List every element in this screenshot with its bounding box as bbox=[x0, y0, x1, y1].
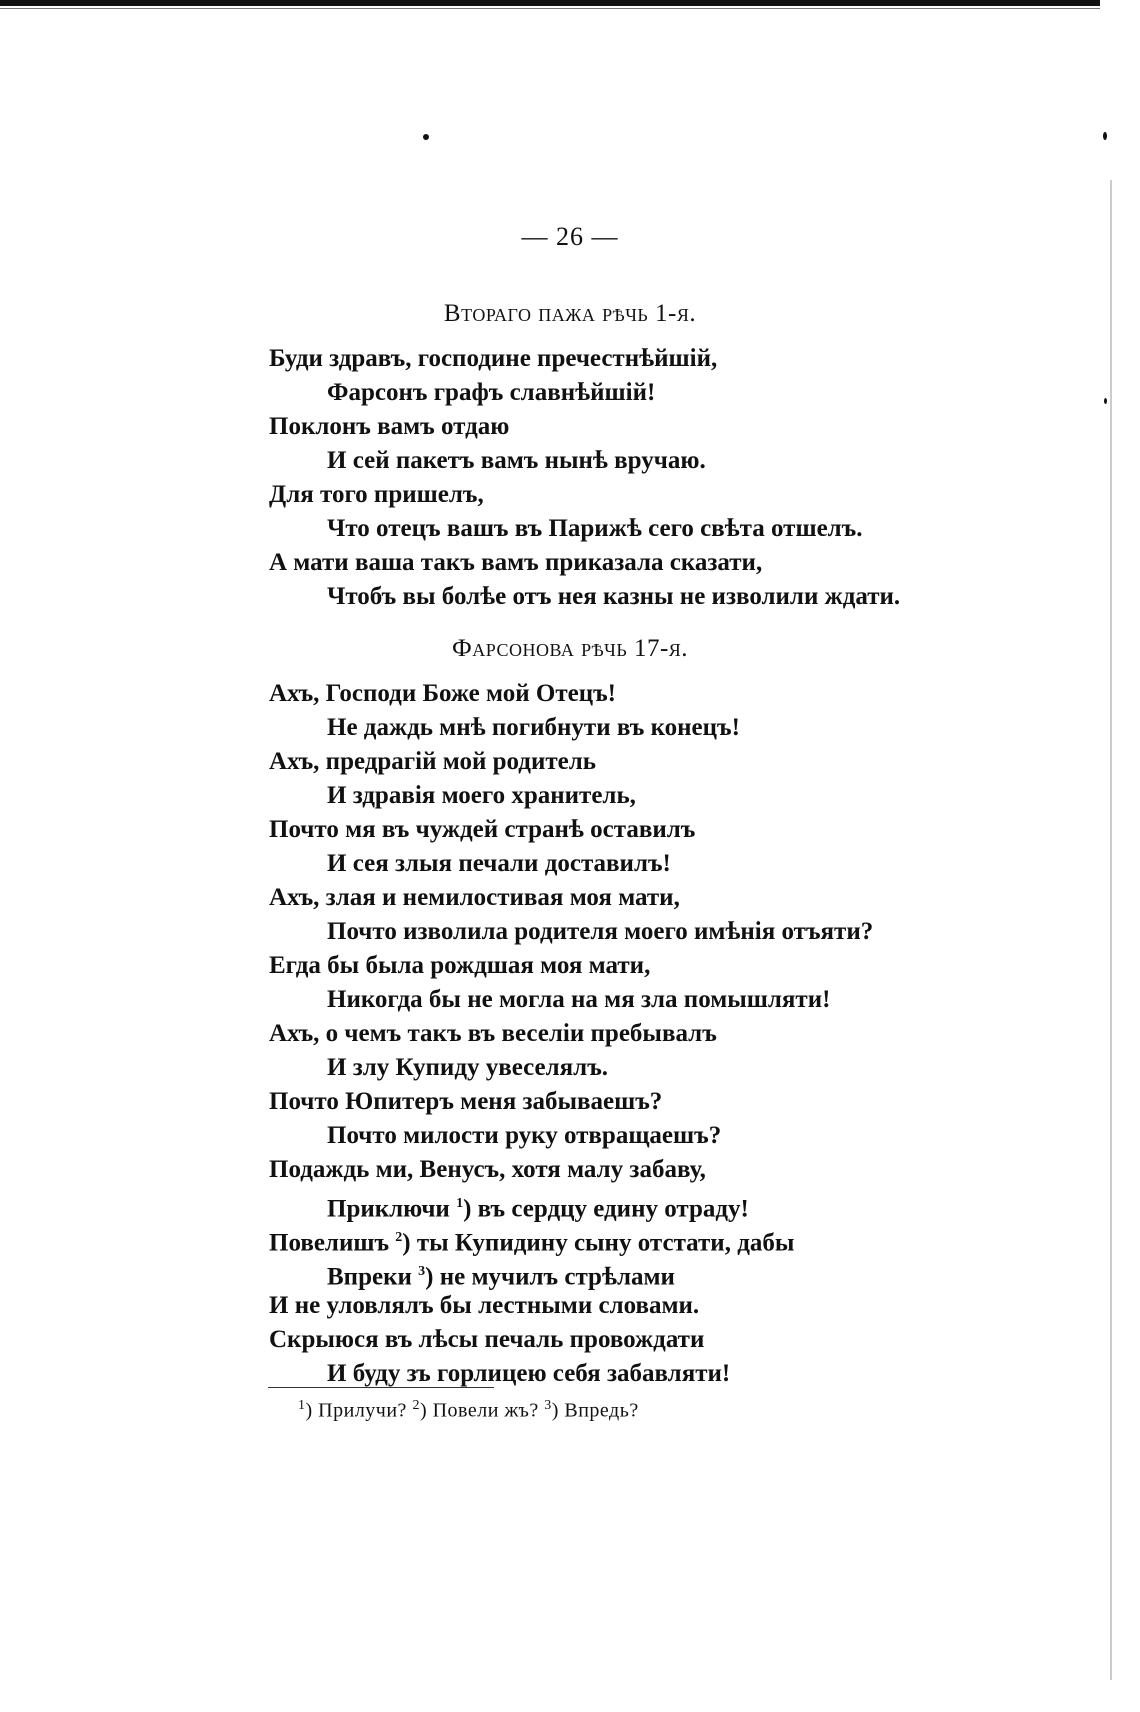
footnote-text: Прилучи? bbox=[318, 1399, 407, 1422]
footnote-mark: 1 bbox=[298, 1398, 306, 1413]
top-border-rule bbox=[0, 0, 1100, 6]
verse-fragment: не мучилъ стрѣлами bbox=[439, 1263, 675, 1291]
verse-line: Почто мя въ чуждей странѣ оставилъ bbox=[269, 816, 696, 843]
verse-fragment: Повелишъ bbox=[269, 1229, 390, 1257]
verse-line: Ахъ, злая и немилостивая моя мати, bbox=[269, 884, 680, 911]
verse-line: Никогда бы не могла на мя зла помышляти! bbox=[327, 986, 831, 1013]
footnote-mark: 3 bbox=[418, 1264, 426, 1279]
verse-line: Для того пришелъ, bbox=[269, 481, 484, 508]
verse-fragment: ты Купидину сыну отстати, дабы bbox=[416, 1229, 795, 1257]
verse-line: Скрыюся въ лѣсы печаль провождати bbox=[269, 1326, 705, 1353]
verse-line: Ахъ, Господи Боже мой Отецъ! bbox=[269, 680, 616, 707]
footnote-rule bbox=[268, 1387, 494, 1388]
verse-line: И не уловлялъ бы лестными словами. bbox=[269, 1292, 700, 1319]
verse-line-with-footnote: Приключи $^1$) въ сердцу едину отраду! bbox=[327, 1195, 749, 1223]
footnote-text: Впредь? bbox=[564, 1399, 639, 1422]
footnote-mark: 2 bbox=[412, 1398, 420, 1413]
footnote-mark: 1 bbox=[456, 1196, 464, 1211]
verse-line: Почто изволила родителя моего имѣнія отъяти? bbox=[327, 918, 874, 945]
verse-line: И сея злыя печали доставилъ! bbox=[327, 850, 671, 877]
verse-line-with-footnote: Впреки $^3$) не мучилъ стрѣлами bbox=[327, 1263, 675, 1291]
verse-fragment: Впреки bbox=[327, 1263, 412, 1291]
verse-fragment: Приключи bbox=[327, 1195, 450, 1223]
footnote-text: Повели жъ? bbox=[432, 1399, 539, 1422]
verse-line: Егда бы была рождшая моя мати, bbox=[269, 952, 651, 979]
verse-line-with-footnote: Повелишъ $^2$) ты Купидину сыну отстати, дабы bbox=[269, 1229, 795, 1257]
verse-fragment: въ сердцу едину отраду! bbox=[477, 1195, 749, 1223]
footnotes: $^1$) Прилучи? $^2$) Повели жъ? $^3$) Впредь? bbox=[298, 1398, 639, 1422]
ink-speck bbox=[1103, 132, 1107, 140]
verse-line: Подаждь ми, Венусъ, хотя малу забаву, bbox=[269, 1156, 706, 1183]
ink-speck bbox=[1104, 398, 1107, 404]
page-number: — 26 — bbox=[521, 222, 619, 251]
verse-line: Фарсонъ графъ славнѣйшій! bbox=[327, 379, 656, 406]
verse-line: Буди здравъ, господине пречестнѣйшій, bbox=[269, 345, 718, 372]
verse-line: Ахъ, о чемъ такъ въ веселіи пребывалъ bbox=[269, 1020, 717, 1047]
verse-line: И здравія моего хранитель, bbox=[327, 782, 636, 809]
right-page-edge bbox=[1110, 180, 1112, 1680]
footnote-mark: 2 bbox=[395, 1230, 403, 1245]
verse-line: Что отецъ вашъ въ Парижѣ сего свѣта отшелъ. bbox=[327, 515, 863, 542]
verse-line: И буду зъ горлицею себя забавляти! bbox=[327, 1360, 731, 1387]
ink-speck bbox=[423, 134, 429, 140]
verse-line: А мати ваша такъ вамъ приказала сказати, bbox=[269, 549, 763, 576]
footnote-mark: 3 bbox=[544, 1398, 552, 1413]
verse-line: И злу Купиду увеселялъ. bbox=[327, 1054, 609, 1081]
verse-line: Ахъ, предрагій мой родитель bbox=[269, 748, 596, 775]
speech-heading: Втораго пажа рѣчь 1-я. bbox=[443, 300, 697, 327]
speech-heading: Фарсонова рѣчь 17-я. bbox=[451, 635, 689, 662]
verse-line: Почто милости руку отвращаешъ? bbox=[327, 1122, 722, 1149]
top-border-thin-rule bbox=[0, 8, 1100, 9]
verse-line: Поклонъ вамъ отдаю bbox=[269, 413, 510, 440]
verse-line: Почто Юпитеръ меня забываешъ? bbox=[269, 1088, 663, 1115]
verse-line: Не даждь мнѣ погибнути въ конецъ! bbox=[327, 714, 740, 741]
verse-line: И сей пакетъ вамъ нынѣ вручаю. bbox=[327, 447, 706, 474]
verse-line: Чтобъ вы болѣе отъ нея казны не изволили ждати. bbox=[327, 583, 901, 610]
